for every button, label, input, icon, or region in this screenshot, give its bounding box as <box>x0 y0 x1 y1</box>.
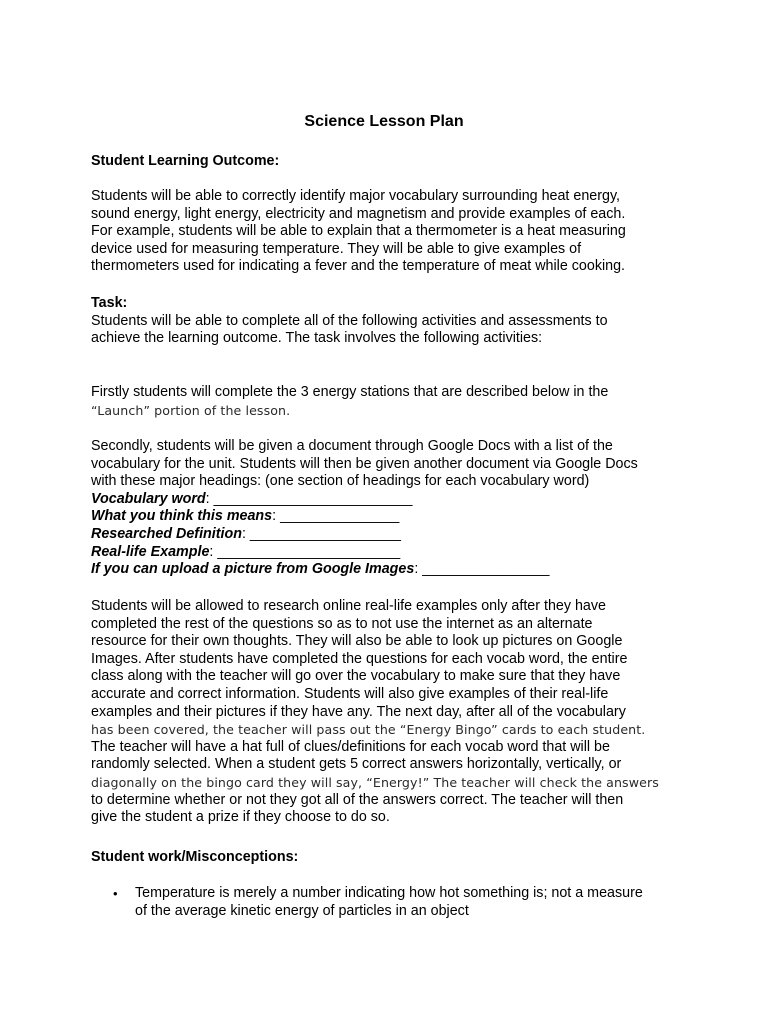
paragraph-line: completed the rest of the questions so as to not use the internet as an alternate <box>91 615 593 632</box>
paragraph-line: Students will be allowed to research online real-life examples only after they have <box>91 598 606 614</box>
field-blank: : _________________________ <box>205 490 413 507</box>
list-item-line: Temperature is merely a number indicating how hot something is; not a measure <box>135 885 643 901</box>
form-field-vocabulary-word <box>91 491 691 509</box>
field-blank: : ________________ <box>414 561 550 578</box>
paragraph-line: sound energy, light energy, electricity and magnetism and provide examples of each. <box>91 205 626 222</box>
paragraph-line: examples and their pictures if they have any. The next day, after all of the vocabulary <box>91 703 626 720</box>
paragraph-line: “Launch” portion of the lesson. <box>91 402 291 418</box>
field-blank: : _______________ <box>272 508 400 525</box>
form-field-what-you-think <box>91 508 691 526</box>
paragraph-line: The teacher will have a hat full of clues/definitions for each vocab word that will be <box>91 738 610 755</box>
field-label: What you think this means <box>91 508 273 525</box>
misconceptions-heading: Student work/Misconceptions: <box>91 849 299 865</box>
research-paragraph <box>91 598 691 827</box>
task-heading: Task: <box>91 295 128 311</box>
paragraph-line: Students will be able to complete all of the following activities and assessments to <box>91 312 608 329</box>
field-label: Researched Definition <box>91 525 242 542</box>
page-title: Science Lesson Plan <box>304 113 464 130</box>
list-item-line: of the average kinetic energy of particles in an object <box>135 902 469 919</box>
form-field-real-life-example <box>91 544 691 562</box>
field-label: If you can upload a picture from Google Images <box>91 561 415 578</box>
paragraph-line: with these major headings: (one section of headings for each vocabulary word) <box>91 473 590 490</box>
paragraph-line: device used for measuring temperature. They will be able to give examples of <box>91 240 582 257</box>
field-blank: : ___________________ <box>241 525 401 542</box>
form-field-picture-upload <box>91 561 691 579</box>
paragraph-line: accurate and correct information. Students will also give examples of their real-life <box>91 685 609 702</box>
paragraph-line: achieve the learning outcome. The task involves the following activities: <box>91 330 543 347</box>
paragraph-line: Students will be able to correctly identify major vocabulary surrounding heat energy, <box>91 188 620 204</box>
field-blank: : _______________________ <box>209 543 401 560</box>
secondly-paragraph <box>91 438 691 579</box>
firstly-paragraph <box>91 384 691 419</box>
paragraph-line: Images. After students have completed the questions for each vocab word, the entire <box>91 650 628 667</box>
bullet-icon: • <box>113 886 118 901</box>
misconceptions-list <box>91 885 691 925</box>
paragraph-line: thermometers used for indicating a fever and the temperature of meat while cooking. <box>91 258 626 275</box>
paragraph-line: resource for their own thoughts. They will also be able to look up pictures on Google <box>91 633 623 650</box>
slo-paragraph <box>91 188 691 276</box>
paragraph-line: give the student a prize if they choose to do so. <box>91 809 390 826</box>
paragraph-line: Secondly, students will be given a document through Google Docs with a list of the <box>91 438 613 454</box>
paragraph-line: class along with the teacher will go over the vocabulary to make sure that they have <box>91 668 621 685</box>
field-label: Real-life Example <box>91 543 210 560</box>
paragraph-line: vocabulary for the unit. Students will then be given another document via Google Docs <box>91 455 638 472</box>
form-field-researched-definition <box>91 526 691 544</box>
paragraph-line: to determine whether or not they got all of the answers correct. The teacher will then <box>91 791 624 808</box>
paragraph-line: Firstly students will complete the 3 energy stations that are described below in the <box>91 384 609 400</box>
task-section <box>91 295 691 348</box>
paragraph-line: has been covered, the teacher will pass out the “Energy Bingo” cards to each student. <box>91 722 646 738</box>
paragraph-line: randomly selected. When a student gets 5 correct answers horizontally, vertically, or <box>91 756 622 773</box>
paragraph-line: diagonally on the bingo card they will say, “Energy!” The teacher will check the answers <box>91 774 659 790</box>
field-label: Vocabulary word <box>91 490 206 507</box>
slo-heading: Student Learning Outcome: <box>91 153 280 169</box>
paragraph-line: For example, students will be able to explain that a thermometer is a heat measuring <box>91 223 626 240</box>
